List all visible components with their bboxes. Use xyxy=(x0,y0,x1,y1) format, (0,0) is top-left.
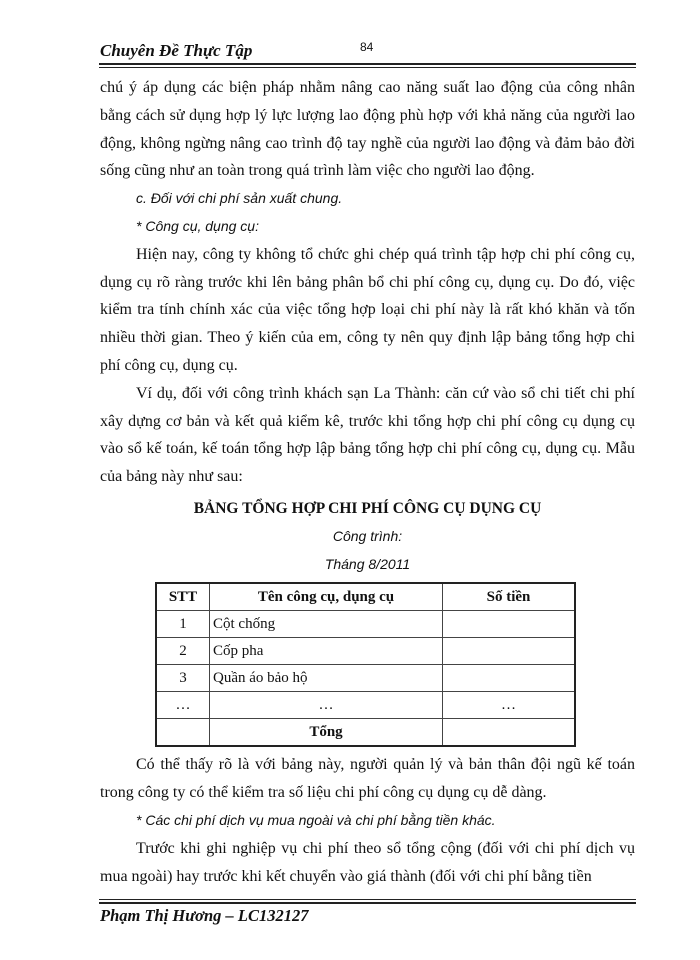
footer-rule-thin xyxy=(99,899,636,900)
paragraph-4: Có thể thấy rõ là với bảng này, người quản lý và bản thân đội ngũ kế toán trong công ty có thể kiểm tra số liệu chi phí công cụ dụng cụ dễ dàng. xyxy=(100,756,635,802)
header-amount: Số tiền xyxy=(443,583,576,611)
table-total-row xyxy=(156,719,575,747)
heading-services: * Các chi phí dịch vụ mua ngoài và chi phí bằng tiền khác. xyxy=(136,811,496,828)
tools-cost-table xyxy=(155,582,576,747)
cell-empty xyxy=(156,719,210,747)
paragraph-1: chú ý áp dụng các biện pháp nhằm nâng cao năng suất lao động của công nhân bằng cách sử dụng hợp lý lực lượng lao động phù hợp với khả năng của người lao động, không ngừng nâng cao trình độ tay nghề của người lao động và đảm bảo đời sống cũng như an toàn trong quá trình làm việc cho người lao động. xyxy=(100,79,635,180)
paragraph-2: Hiện nay, công ty không tổ chức ghi chép quá trình tập hợp chi phí công cụ, dụng cụ rõ ràng trước khi lên bảng phân bổ chi phí công cụ, dụng cụ. Do đó, việc kiểm tra tính chính xác của việc tổng hợp loại chi phí này là rất khó khăn và tốn nhiều thời gian. Theo ý kiến của em, công ty nên quy định lập bảng tổng hợp chi phí công cụ, dụng cụ. xyxy=(100,245,635,374)
cell-stt: 3 xyxy=(156,665,210,692)
table-title: BẢNG TỔNG HỢP CHI PHÍ CÔNG CỤ DỤNG CỤ xyxy=(193,499,542,517)
heading-tools: * Công cụ, dụng cụ: xyxy=(136,217,259,234)
header-tool-name: Tên công cụ, dụng cụ xyxy=(210,583,443,611)
cell-tool-name: Cốp pha xyxy=(210,638,443,665)
cell-amount xyxy=(443,611,576,638)
heading-c: c. Đối với chi phí sản xuất chung. xyxy=(136,190,343,207)
table-header-row xyxy=(156,583,575,611)
table-row xyxy=(156,638,575,665)
cell-amount: … xyxy=(443,692,576,719)
paragraph-3: Ví dụ, đối với công trình khách sạn La Thành: căn cứ vào sổ chi tiết chi phí xây dựng cơ bản và kết quả kiểm kê, trước khi tổng hợp chi phí công cụ dụng cụ vào sổ kế toán, kế toán tổng hợp lập bảng tổng hợp chi phí công cụ, dụng cụ. Mẫu của bảng này như sau: xyxy=(100,384,635,486)
table-period: Tháng 8/2011 xyxy=(324,555,411,572)
paragraph-5: Trước khi ghi nghiệp vụ chi phí theo sổ tổng cộng (đối với chi phí dịch vụ mua ngoài) hay trước khi kết chuyển vào giá thành (đối với chi phí bằng tiền xyxy=(100,839,635,885)
table-subtitle: Công trình: xyxy=(332,527,403,544)
cell-total-label: Tổng xyxy=(210,719,443,747)
cell-stt: … xyxy=(156,692,210,719)
cell-stt: 1 xyxy=(156,611,210,638)
cell-tool-name: … xyxy=(210,692,443,719)
cell-tool-name: Cột chống xyxy=(210,611,443,638)
header-rule-thin xyxy=(99,67,636,68)
page-number: 84 xyxy=(360,40,374,54)
table-row xyxy=(156,611,575,638)
table-row xyxy=(156,692,575,719)
cell-amount xyxy=(443,665,576,692)
footer-author: Phạm Thị Hương – LC132127 xyxy=(100,906,309,925)
header-title: Chuyên Đề Thực Tập xyxy=(100,41,253,60)
table-row xyxy=(156,665,575,692)
cell-amount xyxy=(443,638,576,665)
document-body xyxy=(100,74,635,890)
cell-stt: 2 xyxy=(156,638,210,665)
cell-tool-name: Quần áo bảo hộ xyxy=(210,665,443,692)
cell-total-amount xyxy=(443,719,576,747)
header-stt: STT xyxy=(156,583,210,611)
header-rule xyxy=(99,63,636,65)
footer-rule xyxy=(99,902,636,904)
